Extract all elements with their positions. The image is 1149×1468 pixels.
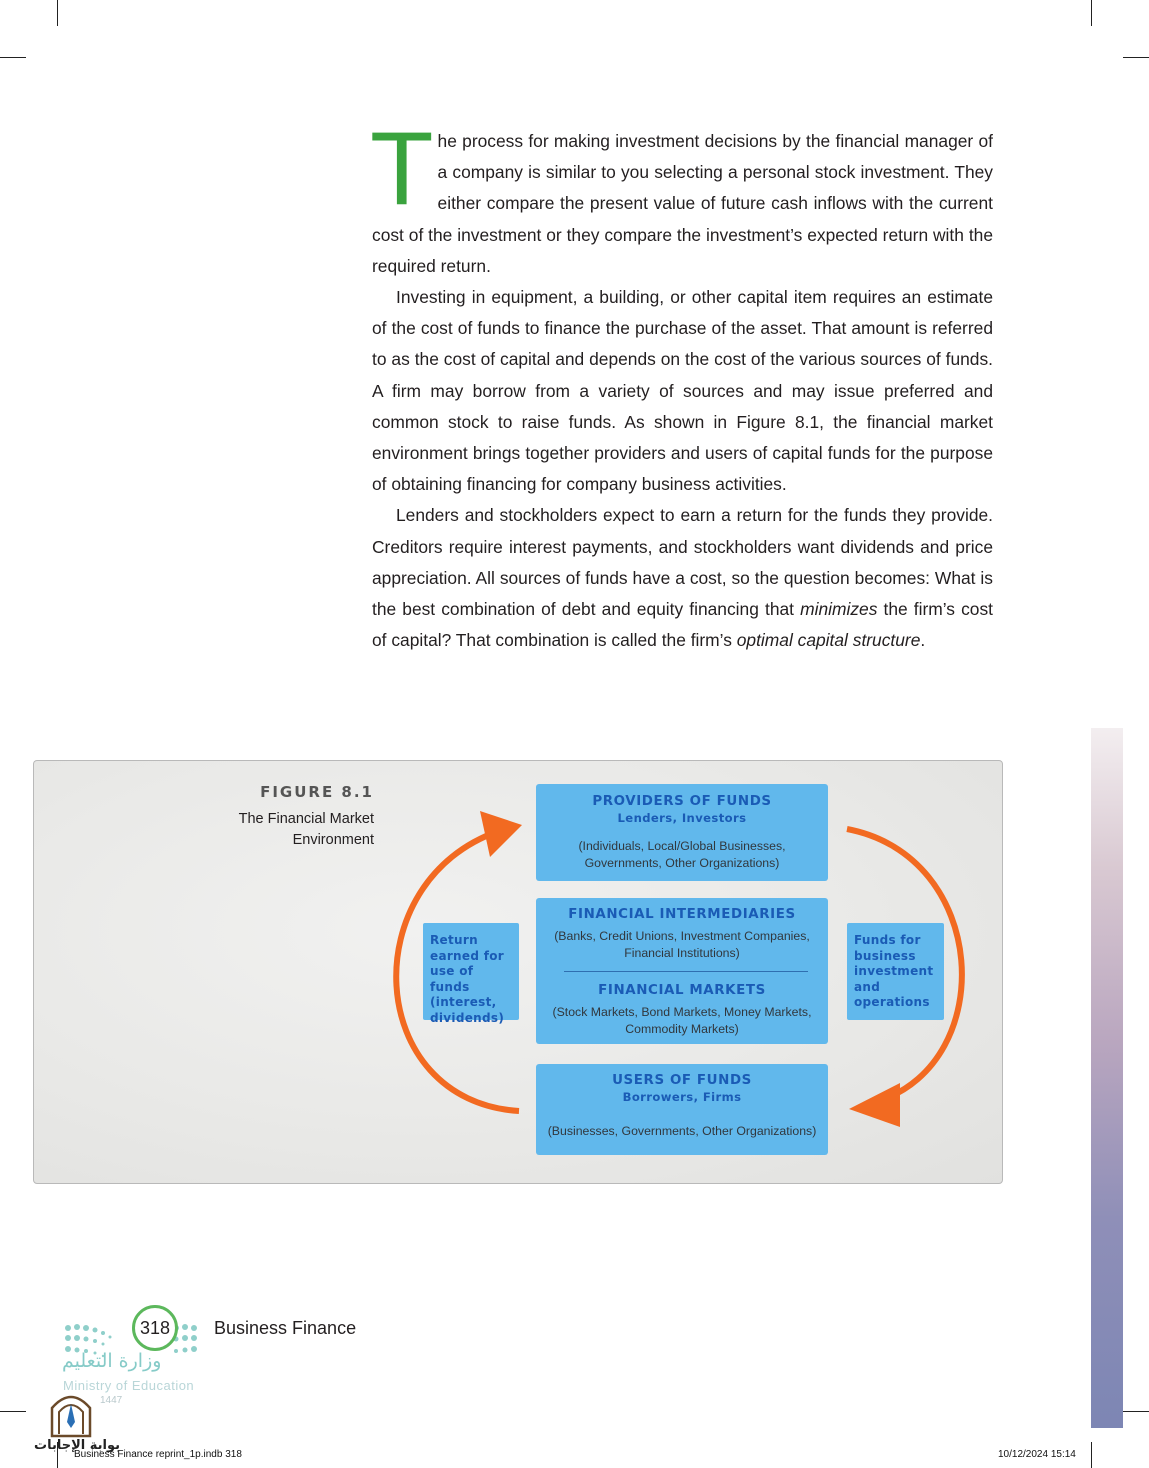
print-slug: Business Finance reprint_1p.indb 318 (74, 1449, 242, 1460)
users-of-funds-box: USERS OF FUNDS Borrowers, Firms (Businesses, Governments, Other Organizations) (536, 1064, 828, 1155)
ministry-name-arabic: وزارة التعليم (62, 1350, 162, 1372)
paragraph-3: Lenders and stockholders expect to earn a return for the funds they provide. Creditors require interest payments, and stockholders want dividends and price appreciation. All sources of funds have a cost, so the question becomes: What is the best combination of debt and equity financing that minimizes the firm’s cost of capital? That combination is called the firm’s optimal capital structure. (372, 505, 993, 651)
page-number: 318 (132, 1305, 178, 1351)
figure-caption: The Financial Market Environment (238, 811, 374, 848)
site-badge-icon (48, 1388, 94, 1438)
funds-for-business-note: Funds for business investment and operations (847, 923, 944, 1020)
left-arrow-head (480, 811, 522, 857)
intermediaries-markets-box: FINANCIAL INTERMEDIARIES (Banks, Credit Unions, Investment Companies, Financial Institutions) FINANCIAL MARKETS (Stock Markets, Bond Markets, Money Markets, Commodity Markets) (536, 898, 828, 1044)
providers-of-funds-box: PROVIDERS OF FUNDS Lenders, Investors (Individuals, Local/Global Businesses, Governments, Other Organizations) (536, 784, 828, 881)
site-name: بوابة الإجابات (34, 1438, 120, 1453)
body-text (370, 111, 993, 656)
paragraph-2: Investing in equipment, a building, or other capital item requires an estimate of the cost of funds to finance the purchase of the asset. That amount is referred to as the cost of capital and depends on the cost of the various sources of funds. A firm may borrow from a variety of sources and may issue preferred and common stock to raise funds. As shown in Figure 8.1, the financial market environment brings together providers and users of capital funds for the purpose of obtaining financing for company business activities. (372, 287, 993, 495)
right-arrow-head (849, 1083, 900, 1127)
ministry-name-english: Ministry of Education (63, 1378, 195, 1393)
drop-cap: T (370, 111, 434, 227)
figure-8-1 (33, 760, 1003, 1184)
decorative-side-strip (1091, 728, 1123, 1428)
ministry-year: 1447 (100, 1395, 123, 1406)
book-title: Business Finance (214, 1318, 357, 1338)
paragraph-1: The process for making investment decisions by the financial manager of a company is similar to you selecting a personal stock investment. They either compare the present value of future cash inflows with the current cost of the investment or they compare the investment’s expected return with the required return. (370, 111, 993, 276)
figure-label: FIGURE 8.1 (260, 783, 374, 801)
box-divider (564, 971, 808, 972)
return-earned-note: Return earned for use of funds (interest, dividends) (423, 923, 519, 1020)
print-date: 10/12/2024 15:14 (998, 1449, 1076, 1460)
